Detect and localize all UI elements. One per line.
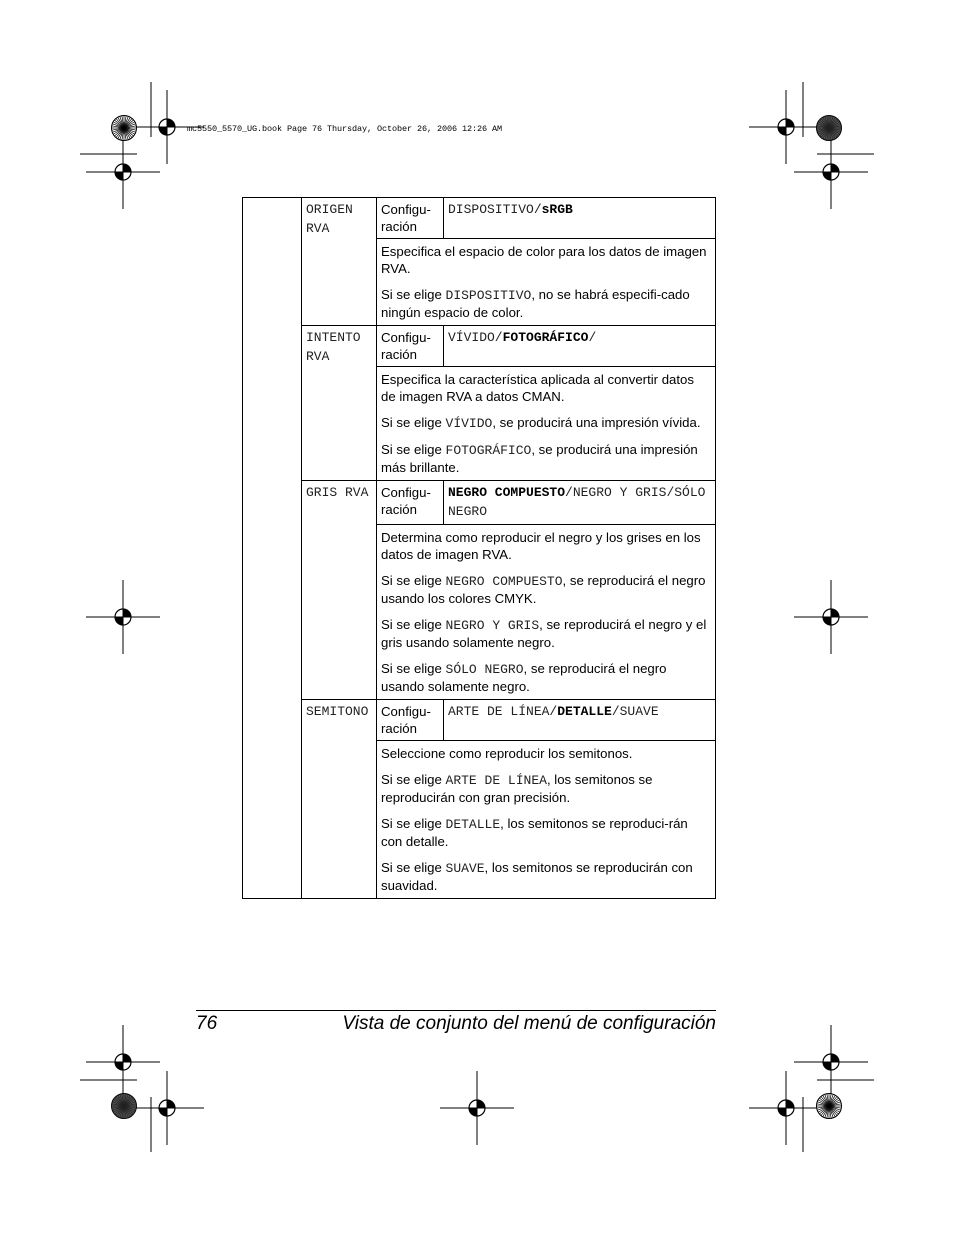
option-text: DISPOSITIVO/ — [448, 202, 542, 217]
description-text: Si se elige — [381, 816, 446, 831]
description-text: , se reproducirá el negro usando solamente negro. — [381, 661, 667, 694]
option-text: /NEGRO Y GRIS/SÓLO NEGRO — [448, 485, 706, 519]
sunburst-target-icon — [817, 116, 842, 141]
registration-crosshair-icon — [749, 90, 823, 164]
registration-crosshair-icon — [794, 135, 868, 209]
setting-description — [377, 525, 716, 700]
description-text: Si se elige — [381, 772, 446, 787]
description-text: Seleccione como reproducir los semitonos. — [381, 746, 633, 761]
description-text: , no se habrá especifi-cado ningún espacio de color. — [381, 287, 690, 320]
setting-description — [377, 239, 716, 326]
option-mention: NEGRO Y GRIS — [445, 618, 540, 633]
description-paragraph — [381, 815, 711, 850]
description-paragraph — [381, 243, 711, 277]
description-text: , se reproducirá el negro usando los colores CMYK. — [381, 573, 706, 606]
description-text: , los semitonos se reproducirán con gran precisión. — [381, 772, 653, 805]
option-mention: VÍVIDO — [445, 416, 493, 431]
description-paragraph — [381, 572, 711, 607]
registration-crosshair-icon — [130, 90, 204, 164]
description-paragraph — [381, 660, 711, 695]
description-text: Especifica la característica aplicada al convertir datos de imagen RVA a datos CMAN. — [381, 372, 694, 404]
table-row — [243, 700, 716, 741]
description-text: , los semitonos se reproducirán con suavidad. — [381, 860, 693, 893]
default-option: FOTOGRÁFICO — [502, 330, 589, 345]
setting-options — [444, 700, 716, 741]
default-option: sRGB — [541, 202, 573, 217]
registration-crosshair-icon — [86, 580, 160, 654]
description-paragraph — [381, 441, 711, 476]
registration-crosshair-icon — [794, 1025, 868, 1099]
setting-label: Configu-ración — [377, 700, 444, 741]
description-text: , se reproducirá el negro y el gris usando solamente negro. — [381, 617, 707, 650]
option-mention: DISPOSITIVO — [445, 288, 532, 303]
description-text: Si se elige — [381, 860, 446, 875]
description-text: , se producirá una impresión más brillante. — [381, 442, 698, 475]
option-mention: SUAVE — [445, 861, 485, 876]
registration-crosshair-icon — [130, 1071, 204, 1145]
description-text: Si se elige — [381, 287, 446, 302]
description-text: Si se elige — [381, 573, 446, 588]
table-row — [243, 198, 716, 239]
menu-item-name: SEMITONO — [302, 700, 377, 899]
description-text: Si se elige — [381, 415, 446, 430]
setting-label: Configu-ración — [377, 198, 444, 239]
description-paragraph — [381, 414, 711, 432]
description-paragraph — [381, 286, 711, 321]
print-slug-line: mc5550_5570_UG.book Page 76 Thursday, October 26, 2006 12:26 AM — [187, 124, 503, 134]
sunburst-target-icon — [112, 116, 137, 141]
setting-label: Configu-ración — [377, 481, 444, 525]
option-mention: FOTOGRÁFICO — [445, 443, 532, 458]
menu-settings-table — [242, 197, 716, 899]
description-paragraph — [381, 616, 711, 651]
table-row — [243, 481, 716, 525]
description-text: Especifica el espacio de color para los datos de imagen RVA. — [381, 244, 707, 276]
sunburst-target-icon — [817, 1094, 842, 1119]
setting-options — [444, 198, 716, 239]
registration-crosshair-icon — [86, 135, 160, 209]
setting-options — [444, 326, 716, 367]
footer-rule — [196, 1010, 716, 1011]
description-paragraph — [381, 745, 711, 762]
option-text: VÍVIDO/ — [448, 330, 503, 345]
option-mention: ARTE DE LÍNEA — [445, 773, 547, 788]
footer-title: Vista de conjunto del menú de configuración — [342, 1013, 716, 1034]
registration-crosshair-icon — [86, 1025, 160, 1099]
blank-category-cell — [243, 198, 302, 899]
setting-description — [377, 367, 716, 481]
menu-item-name: ORIGEN RVA — [302, 198, 377, 326]
menu-item-name: GRIS RVA — [302, 481, 377, 700]
description-text: , los semitonos se reproduci-rán con detalle. — [381, 816, 688, 849]
page-number: 76 — [196, 1013, 218, 1034]
option-text: ARTE DE LÍNEA/ — [448, 704, 558, 719]
option-text: /SUAVE — [611, 704, 659, 719]
description-paragraph — [381, 771, 711, 806]
description-text: , se producirá una impresión vívida. — [492, 415, 701, 430]
description-text: Si se elige — [381, 661, 446, 676]
description-paragraph — [381, 529, 711, 563]
menu-item-name: INTENTO RVA — [302, 326, 377, 481]
option-mention: DETALLE — [445, 817, 501, 832]
setting-description — [377, 741, 716, 899]
default-option: DETALLE — [557, 704, 612, 719]
sunburst-target-icon — [112, 1094, 137, 1119]
description-paragraph — [381, 371, 711, 405]
registration-crosshair-icon — [794, 580, 868, 654]
default-option: NEGRO COMPUESTO — [448, 485, 566, 500]
table-row — [243, 326, 716, 367]
setting-label: Configu-ración — [377, 326, 444, 367]
registration-crosshair-icon — [440, 1071, 514, 1145]
option-mention: NEGRO COMPUESTO — [445, 574, 563, 589]
option-text: / — [588, 330, 597, 345]
description-text: Determina como reproducir el negro y los grises en los datos de imagen RVA. — [381, 530, 701, 562]
option-mention: SÓLO NEGRO — [445, 662, 524, 677]
registration-crosshair-icon — [749, 1071, 823, 1145]
setting-options — [444, 481, 716, 525]
description-text: Si se elige — [381, 617, 446, 632]
description-paragraph — [381, 859, 711, 894]
description-text: Si se elige — [381, 442, 446, 457]
